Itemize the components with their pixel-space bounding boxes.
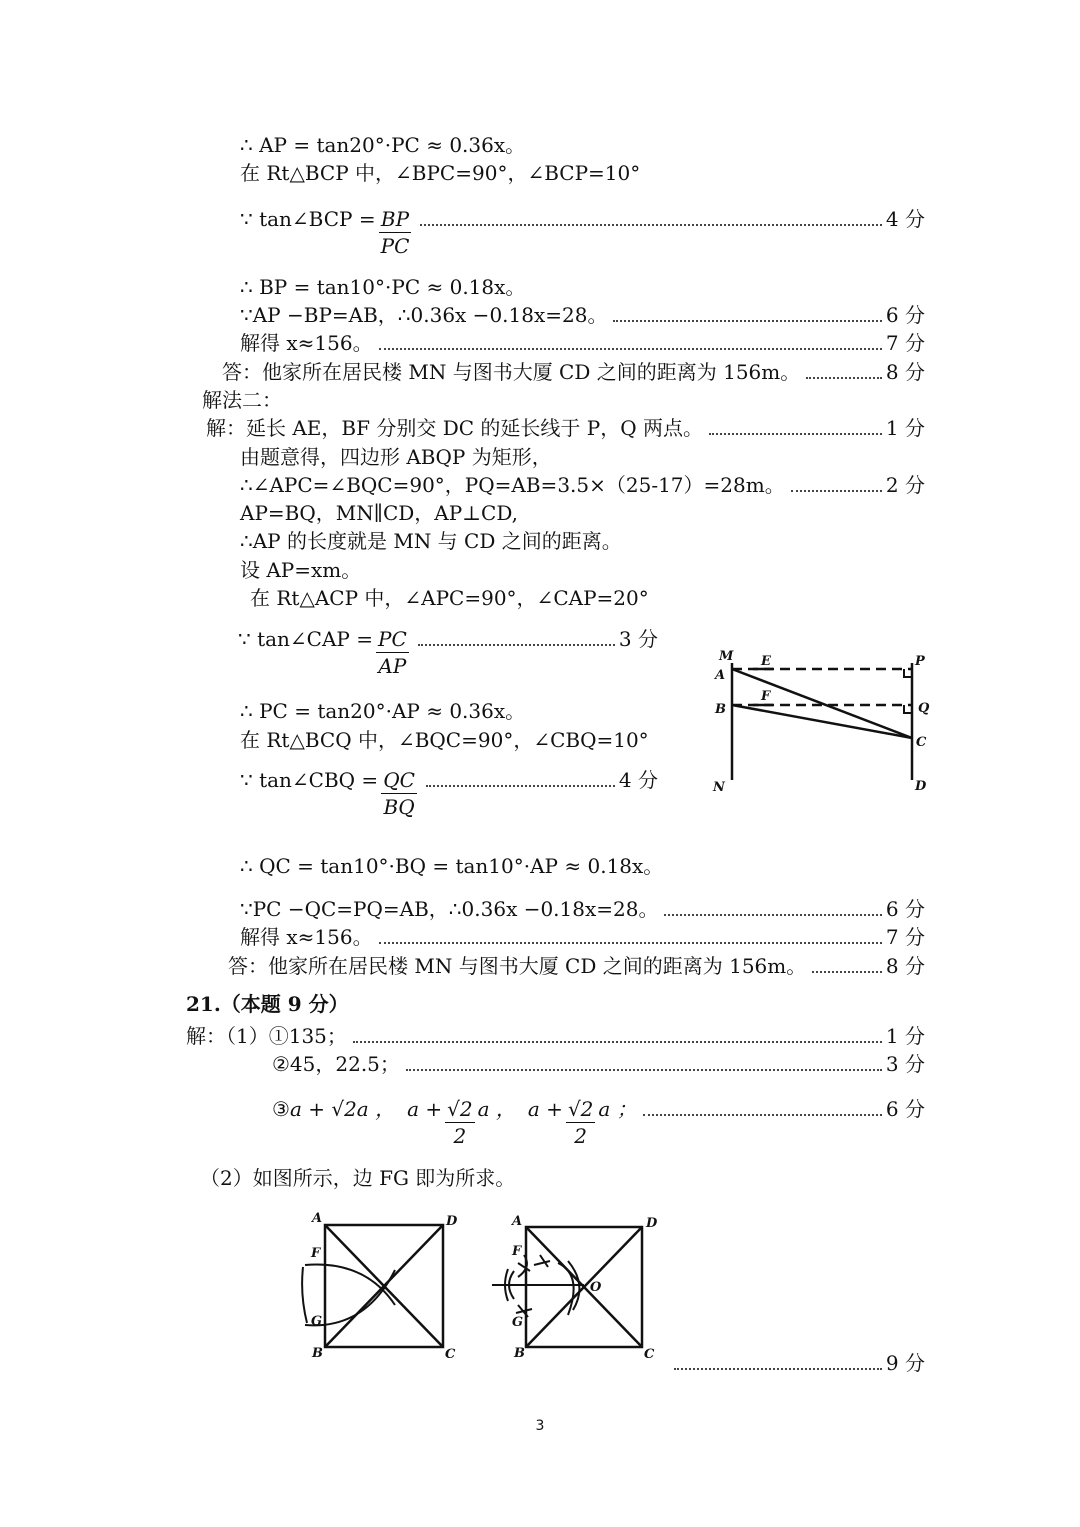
equation-line: ∴ PC = tan20°·AP ≈ 0.36x。 xyxy=(240,699,526,723)
label-M: M xyxy=(719,649,734,664)
score-line xyxy=(272,1095,925,1149)
fraction-denominator: 2 xyxy=(574,1124,588,1148)
equation-line: ∴ AP = tan20°·PC ≈ 0.36x。 xyxy=(240,133,526,157)
label-C: C xyxy=(445,1347,456,1362)
label-A: A xyxy=(312,1211,323,1226)
score-line xyxy=(238,625,658,679)
equation: 解得 x≈156。 xyxy=(240,925,373,949)
score-line xyxy=(668,1349,925,1377)
fraction xyxy=(376,626,409,679)
score-line xyxy=(186,1022,925,1050)
score-line xyxy=(240,923,925,951)
text-line: 在 Rt△ACP 中，∠APC=90°，∠CAP=20° xyxy=(250,586,649,610)
equation-line: ∴ QC = tan10°·BQ = tan10°·AP ≈ 0.18x。 xyxy=(240,854,664,878)
score-line xyxy=(240,895,925,923)
equation-prefix: ∵ tan∠CAP = xyxy=(238,627,373,651)
answer-text: 答：他家所在居民楼 MN 与图书大厦 CD 之间的距离为 156m。 xyxy=(228,954,807,978)
fraction xyxy=(445,1096,474,1149)
answer-marker: ③ xyxy=(272,1097,290,1121)
fraction-numerator: PC xyxy=(378,627,407,651)
building-diagram xyxy=(705,645,940,800)
score-line xyxy=(240,205,925,259)
text-line: 设 AP=xm。 xyxy=(240,558,362,582)
text-line: 在 Rt△BCQ 中，∠BQC=90°，∠CBQ=10° xyxy=(240,728,649,752)
score: 4 分 xyxy=(618,768,658,792)
dot-leader xyxy=(426,785,615,787)
score-line xyxy=(222,358,925,386)
answer-part: ②45，22.5； xyxy=(272,1052,400,1076)
expression: a + xyxy=(407,1097,443,1121)
score: 6 分 xyxy=(885,303,925,327)
equation: ∵AP −BP=AB，∴0.36x −0.18x=28。 xyxy=(240,303,608,327)
dot-leader xyxy=(379,942,882,944)
label-D: D xyxy=(446,1214,458,1229)
fraction xyxy=(566,1096,595,1149)
score: 3 分 xyxy=(885,1052,925,1076)
dot-leader xyxy=(613,320,881,322)
score-line xyxy=(240,766,658,820)
fraction-denominator: PC xyxy=(380,234,410,258)
equation-prefix: ∵ tan∠CBQ = xyxy=(240,768,379,792)
question-heading: 21.（本题 9 分） xyxy=(186,992,349,1016)
score: 3 分 xyxy=(618,627,658,651)
score: 4 分 xyxy=(885,207,925,231)
expression: a + √2a ， xyxy=(289,1097,396,1121)
label-C: C xyxy=(916,735,927,750)
dot-leader xyxy=(420,224,882,226)
expression: a ； xyxy=(598,1097,637,1121)
text-line: 在 Rt△BCP 中，∠BPC=90°，∠BCP=10° xyxy=(240,161,641,185)
text-line: AP=BQ，MN∥CD，AP⊥CD, xyxy=(240,501,518,525)
equation: 解得 x≈156。 xyxy=(240,331,373,355)
square-construction-2 xyxy=(488,1205,668,1365)
label-D: D xyxy=(646,1216,658,1231)
label-A: A xyxy=(715,668,726,683)
score: 8 分 xyxy=(885,954,925,978)
equation: ∵PC −QC=PQ=AB，∴0.36x −0.18x=28。 xyxy=(240,897,659,921)
label-B: B xyxy=(715,702,726,717)
score-line xyxy=(206,414,925,442)
score: 2 分 xyxy=(885,473,925,497)
score-line xyxy=(272,1050,925,1078)
label-B: B xyxy=(312,1346,323,1361)
dot-leader xyxy=(379,348,882,350)
text-line: ∴AP 的长度就是 MN 与 CD 之间的距离。 xyxy=(240,529,622,553)
fraction xyxy=(381,767,417,820)
text: 解：延长 AE，BF 分别交 DC 的延长线于 P，Q 两点。 xyxy=(206,416,703,440)
score: 9 分 xyxy=(885,1351,925,1375)
dot-leader xyxy=(406,1069,882,1071)
expression: a + xyxy=(527,1097,563,1121)
score: 1 分 xyxy=(885,416,925,440)
label-D: D xyxy=(915,779,927,794)
dot-leader xyxy=(709,433,882,435)
label-C: C xyxy=(644,1347,655,1362)
text-line: 由题意得，四边形 ABQP 为矩形， xyxy=(240,445,552,469)
score-line xyxy=(240,471,925,499)
dot-leader xyxy=(674,1368,882,1370)
fraction-denominator: BQ xyxy=(383,795,415,819)
label-A: A xyxy=(512,1214,523,1229)
score: 1 分 xyxy=(885,1024,925,1048)
dot-leader xyxy=(664,914,881,916)
dot-leader xyxy=(353,1041,882,1043)
fraction-denominator: 2 xyxy=(453,1124,467,1148)
label-Q: Q xyxy=(918,701,930,716)
score: 6 分 xyxy=(885,1097,925,1121)
score-line xyxy=(240,301,925,329)
answer-part: 解：（1）①135； xyxy=(186,1024,347,1048)
label-E: E xyxy=(761,654,771,669)
equation: ∴∠APC=∠BQC=90°，PQ=AB=3.5×（25-17）=28m。 xyxy=(240,473,785,497)
label-N: N xyxy=(713,780,725,795)
expression: a ， xyxy=(477,1097,516,1121)
text-line: （2）如图所示，边 FG 即为所求。 xyxy=(200,1166,516,1190)
label-P: P xyxy=(915,654,925,669)
label-F: F xyxy=(512,1244,522,1259)
answer-text: 答：他家所在居民楼 MN 与图书大厦 CD 之间的距离为 156m。 xyxy=(222,360,801,384)
score-line xyxy=(228,952,925,980)
dot-leader xyxy=(806,377,882,379)
equation-line: ∴ BP = tan10°·PC ≈ 0.18x。 xyxy=(240,275,526,299)
label-G: G xyxy=(311,1314,323,1329)
label-O: O xyxy=(590,1280,602,1295)
score: 6 分 xyxy=(885,897,925,921)
score: 7 分 xyxy=(885,925,925,949)
score: 7 分 xyxy=(885,331,925,355)
method-heading: 解法二： xyxy=(202,388,282,412)
dot-leader xyxy=(812,971,882,973)
equation-prefix: ∵ tan∠BCP = xyxy=(240,207,376,231)
dot-leader xyxy=(791,490,882,492)
dot-leader xyxy=(418,644,615,646)
label-F: F xyxy=(311,1246,321,1261)
fraction-numerator: √2 xyxy=(567,1097,594,1121)
score-line xyxy=(240,329,925,357)
page-number: 3 xyxy=(535,1418,545,1434)
label-F: F xyxy=(761,689,771,704)
score: 8 分 xyxy=(885,360,925,384)
fraction-numerator: BP xyxy=(380,207,410,231)
fraction-denominator: AP xyxy=(378,654,407,678)
fraction-numerator: √2 xyxy=(447,1097,473,1121)
label-G: G xyxy=(512,1315,524,1330)
fraction xyxy=(379,206,412,259)
square-construction-1 xyxy=(295,1205,470,1365)
dot-leader xyxy=(643,1114,882,1116)
fraction-numerator: QC xyxy=(383,768,415,792)
label-B: B xyxy=(514,1346,525,1361)
